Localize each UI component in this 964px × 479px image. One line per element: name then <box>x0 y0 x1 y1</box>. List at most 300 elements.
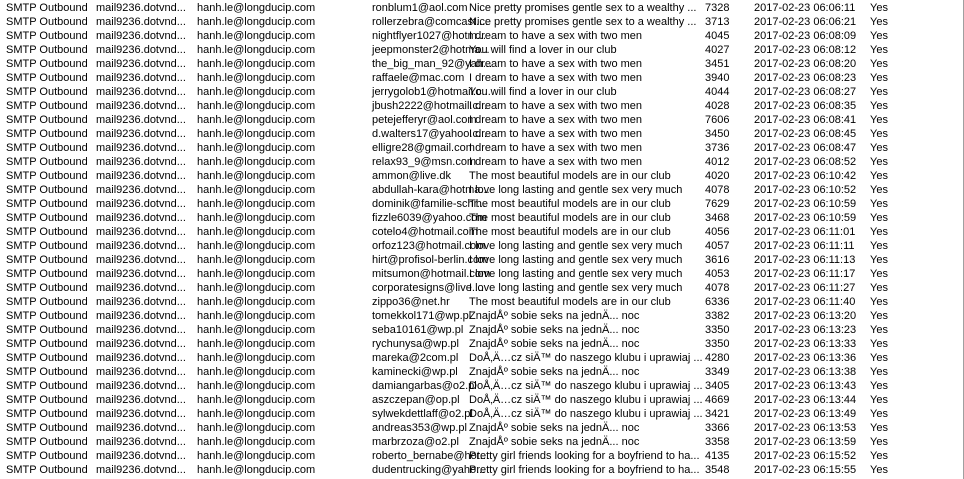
size-cell: 4053 <box>705 268 730 280</box>
table-row[interactable] <box>0 449 964 463</box>
date-cell: 2017-02-23 06:13:59 <box>754 436 857 448</box>
type-cell: SMTP Outbound <box>6 114 88 126</box>
type-cell: SMTP Outbound <box>6 16 88 28</box>
date-cell: 2017-02-23 06:08:23 <box>754 72 857 84</box>
table-row[interactable] <box>0 57 964 71</box>
table-row[interactable] <box>0 309 964 323</box>
sent-cell: Yes <box>870 184 888 196</box>
from-cell: hanh.le@longducip.com <box>197 86 316 98</box>
to-cell: elligre28@gmail.com <box>372 142 475 154</box>
size-cell: 4280 <box>705 352 730 364</box>
date-cell: 2017-02-23 06:10:52 <box>754 184 857 196</box>
type-cell: SMTP Outbound <box>6 282 88 294</box>
server-cell: mail9236.dotvnd... <box>96 184 186 196</box>
server-cell: mail9236.dotvnd... <box>96 254 186 266</box>
date-cell: 2017-02-23 06:10:59 <box>754 198 857 210</box>
type-cell: SMTP Outbound <box>6 100 88 112</box>
subject-cell: I dream to have a sex with two men <box>469 72 643 84</box>
sent-cell: Yes <box>870 436 888 448</box>
server-cell: mail9236.dotvnd... <box>96 226 186 238</box>
to-cell: d.walters17@yahoo.c... <box>372 128 488 140</box>
server-cell: mail9236.dotvnd... <box>96 100 186 112</box>
type-cell: SMTP Outbound <box>6 422 88 434</box>
date-cell: 2017-02-23 06:11:01 <box>754 226 856 238</box>
table-row[interactable] <box>0 295 964 309</box>
sent-cell: Yes <box>870 394 888 406</box>
sent-cell: Yes <box>870 408 888 420</box>
subject-cell: ZnajdÅº sobie seks na jednÄ... noc <box>469 436 640 448</box>
table-row[interactable] <box>0 29 964 43</box>
to-cell: rychunysa@wp.pl <box>372 338 459 350</box>
server-cell: mail9236.dotvnd... <box>96 450 186 462</box>
from-cell: hanh.le@longducip.com <box>197 464 316 476</box>
date-cell: 2017-02-23 06:10:59 <box>754 212 857 224</box>
server-cell: mail9236.dotvnd... <box>96 72 186 84</box>
sent-cell: Yes <box>870 86 888 98</box>
server-cell: mail9236.dotvnd... <box>96 30 186 42</box>
type-cell: SMTP Outbound <box>6 352 88 364</box>
table-row[interactable] <box>0 239 964 253</box>
server-cell: mail9236.dotvnd... <box>96 338 186 350</box>
from-cell: hanh.le@longducip.com <box>197 156 316 168</box>
server-cell: mail9236.dotvnd... <box>96 212 186 224</box>
subject-cell: I love long lasting and gentle sex very much <box>469 282 683 294</box>
sent-cell: Yes <box>870 16 888 28</box>
type-cell: SMTP Outbound <box>6 464 88 476</box>
server-cell: mail9236.dotvnd... <box>96 366 186 378</box>
to-cell: orfoz123@hotmail.com <box>372 240 486 252</box>
size-cell: 7606 <box>705 114 730 126</box>
size-cell: 3548 <box>705 464 730 476</box>
size-cell: 4020 <box>705 170 730 182</box>
size-cell: 3366 <box>705 422 730 434</box>
subject-cell: Nice pretty promises gentle sex to a wealthy ... <box>469 16 697 28</box>
subject-cell: ZnajdÅº sobie seks na jednÄ... noc <box>469 366 640 378</box>
table-row[interactable] <box>0 211 964 225</box>
type-cell: SMTP Outbound <box>6 58 88 70</box>
subject-cell: I dream to have a sex with two men <box>469 128 643 140</box>
to-cell: corporatesigns@live.... <box>372 282 485 294</box>
date-cell: 2017-02-23 06:08:45 <box>754 128 857 140</box>
table-row[interactable] <box>0 323 964 337</box>
size-cell: 3940 <box>705 72 730 84</box>
table-row[interactable] <box>0 43 964 57</box>
date-cell: 2017-02-23 06:08:20 <box>754 58 857 70</box>
server-cell: mail9236.dotvnd... <box>96 142 186 154</box>
table-row[interactable] <box>0 337 964 351</box>
sent-cell: Yes <box>870 44 888 56</box>
size-cell: 3451 <box>705 58 730 70</box>
date-cell: 2017-02-23 06:06:11 <box>754 2 856 14</box>
from-cell: hanh.le@longducip.com <box>197 394 316 406</box>
date-cell: 2017-02-23 06:06:21 <box>754 16 857 28</box>
size-cell: 3421 <box>705 408 730 420</box>
date-cell: 2017-02-23 06:13:33 <box>754 338 857 350</box>
server-cell: mail9236.dotvnd... <box>96 380 186 392</box>
from-cell: hanh.le@longducip.com <box>197 114 316 126</box>
size-cell: 3358 <box>705 436 730 448</box>
size-cell: 4044 <box>705 86 730 98</box>
sent-cell: Yes <box>870 114 888 126</box>
sent-cell: Yes <box>870 72 888 84</box>
from-cell: hanh.le@longducip.com <box>197 100 316 112</box>
type-cell: SMTP Outbound <box>6 72 88 84</box>
table-row[interactable] <box>0 435 964 449</box>
date-cell: 2017-02-23 06:10:42 <box>754 170 857 182</box>
from-cell: hanh.le@longducip.com <box>197 422 316 434</box>
to-cell: hirt@profisol-berlin.com <box>372 254 489 266</box>
date-cell: 2017-02-23 06:08:09 <box>754 30 857 42</box>
size-cell: 4057 <box>705 240 730 252</box>
size-cell: 6336 <box>705 296 730 308</box>
server-cell: mail9236.dotvnd... <box>96 86 186 98</box>
sent-cell: Yes <box>870 464 888 476</box>
to-cell: damiangarbas@o2.pl <box>372 380 477 392</box>
subject-cell: I dream to have a sex with two men <box>469 114 643 126</box>
size-cell: 7629 <box>705 198 730 210</box>
from-cell: hanh.le@longducip.com <box>197 408 316 420</box>
size-cell: 4012 <box>705 156 730 168</box>
from-cell: hanh.le@longducip.com <box>197 296 316 308</box>
subject-cell: The most beautiful models are in our club <box>469 170 671 182</box>
subject-cell: The most beautiful models are in our club <box>469 212 671 224</box>
from-cell: hanh.le@longducip.com <box>197 2 316 14</box>
server-cell: mail9236.dotvnd... <box>96 324 186 336</box>
subject-cell: I love long lasting and gentle sex very much <box>469 254 683 266</box>
from-cell: hanh.le@longducip.com <box>197 380 316 392</box>
subject-cell: DoÅ‚Ä…cz siÄ™ do naszego klubu i uprawiaj ... <box>469 394 703 406</box>
to-cell: nightflyer1027@hotm... <box>372 30 486 42</box>
from-cell: hanh.le@longducip.com <box>197 226 316 238</box>
subject-cell: Pretty girl friends looking for a boyfriend to ha... <box>469 450 700 462</box>
table-row[interactable] <box>0 407 964 421</box>
table-row[interactable] <box>0 463 964 477</box>
server-cell: mail9236.dotvnd... <box>96 128 186 140</box>
from-cell: hanh.le@longducip.com <box>197 282 316 294</box>
size-cell: 4669 <box>705 394 730 406</box>
subject-cell: I dream to have a sex with two men <box>469 30 643 42</box>
type-cell: SMTP Outbound <box>6 2 88 14</box>
server-cell: mail9236.dotvnd... <box>96 436 186 448</box>
type-cell: SMTP Outbound <box>6 380 88 392</box>
type-cell: SMTP Outbound <box>6 296 88 308</box>
server-cell: mail9236.dotvnd... <box>96 268 186 280</box>
subject-cell: DoÅ‚Ä…cz siÄ™ do naszego klubu i uprawiaj ... <box>469 352 703 364</box>
table-row[interactable] <box>0 267 964 281</box>
size-cell: 3350 <box>705 324 730 336</box>
subject-cell: I love long lasting and gentle sex very much <box>469 184 683 196</box>
sent-cell: Yes <box>870 380 888 392</box>
from-cell: hanh.le@longducip.com <box>197 450 316 462</box>
date-cell: 2017-02-23 06:08:27 <box>754 86 857 98</box>
from-cell: hanh.le@longducip.com <box>197 170 316 182</box>
date-cell: 2017-02-23 06:11:13 <box>754 254 856 266</box>
sent-cell: Yes <box>870 324 888 336</box>
sent-cell: Yes <box>870 58 888 70</box>
date-cell: 2017-02-23 06:11:27 <box>754 282 856 294</box>
to-cell: ammon@live.dk <box>372 170 452 182</box>
table-row[interactable] <box>0 169 964 183</box>
type-cell: SMTP Outbound <box>6 44 88 56</box>
table-row[interactable] <box>0 155 964 169</box>
type-cell: SMTP Outbound <box>6 310 88 322</box>
subject-cell: DoÅ‚Ä…cz siÄ™ do naszego klubu i uprawiaj ... <box>469 408 703 420</box>
to-cell: jbush2222@hotmail.c... <box>372 100 488 112</box>
from-cell: hanh.le@longducip.com <box>197 338 316 350</box>
subject-cell: You will find a lover in our club <box>469 44 617 56</box>
date-cell: 2017-02-23 06:11:40 <box>754 296 856 308</box>
to-cell: dominik@familie-schr... <box>372 198 486 210</box>
table-row[interactable] <box>0 365 964 379</box>
size-cell: 3405 <box>705 380 730 392</box>
subject-cell: I love long lasting and gentle sex very much <box>469 240 683 252</box>
table-row[interactable] <box>0 113 964 127</box>
subject-cell: I love long lasting and gentle sex very much <box>469 268 683 280</box>
to-cell: roberto_bernabe@hot... <box>372 450 489 462</box>
server-cell: mail9236.dotvnd... <box>96 240 186 252</box>
size-cell: 3713 <box>705 16 730 28</box>
sent-cell: Yes <box>870 254 888 266</box>
sent-cell: Yes <box>870 422 888 434</box>
subject-cell: ZnajdÅº sobie seks na jednÄ... noc <box>469 338 640 350</box>
subject-cell: ZnajdÅº sobie seks na jednÄ... noc <box>469 324 640 336</box>
type-cell: SMTP Outbound <box>6 394 88 406</box>
sent-cell: Yes <box>870 212 888 224</box>
date-cell: 2017-02-23 06:08:47 <box>754 142 857 154</box>
from-cell: hanh.le@longducip.com <box>197 30 316 42</box>
from-cell: hanh.le@longducip.com <box>197 254 316 266</box>
from-cell: hanh.le@longducip.com <box>197 198 316 210</box>
type-cell: SMTP Outbound <box>6 324 88 336</box>
sent-cell: Yes <box>870 296 888 308</box>
size-cell: 4028 <box>705 100 730 112</box>
server-cell: mail9236.dotvnd... <box>96 408 186 420</box>
to-cell: relax93_9@msn.com <box>372 156 477 168</box>
server-cell: mail9236.dotvnd... <box>96 310 186 322</box>
date-cell: 2017-02-23 06:13:44 <box>754 394 857 406</box>
subject-cell: The most beautiful models are in our club <box>469 226 671 238</box>
to-cell: fizzle6039@yahoo.com <box>372 212 487 224</box>
from-cell: hanh.le@longducip.com <box>197 240 316 252</box>
sent-cell: Yes <box>870 128 888 140</box>
type-cell: SMTP Outbound <box>6 128 88 140</box>
sent-cell: Yes <box>870 100 888 112</box>
subject-cell: DoÅ‚Ä…cz siÄ™ do naszego klubu i uprawiaj ... <box>469 380 703 392</box>
from-cell: hanh.le@longducip.com <box>197 16 316 28</box>
server-cell: mail9236.dotvnd... <box>96 464 186 476</box>
table-row[interactable] <box>0 71 964 85</box>
from-cell: hanh.le@longducip.com <box>197 128 316 140</box>
type-cell: SMTP Outbound <box>6 170 88 182</box>
server-cell: mail9236.dotvnd... <box>96 114 186 126</box>
type-cell: SMTP Outbound <box>6 156 88 168</box>
server-cell: mail9236.dotvnd... <box>96 422 186 434</box>
type-cell: SMTP Outbound <box>6 436 88 448</box>
date-cell: 2017-02-23 06:15:52 <box>754 450 857 462</box>
size-cell: 4056 <box>705 226 730 238</box>
to-cell: sylwekdettlaff@o2.pl <box>372 408 473 420</box>
from-cell: hanh.le@longducip.com <box>197 212 316 224</box>
table-row[interactable] <box>0 421 964 435</box>
date-cell: 2017-02-23 06:08:41 <box>754 114 857 126</box>
server-cell: mail9236.dotvnd... <box>96 282 186 294</box>
size-cell: 3616 <box>705 254 730 266</box>
to-cell: kaminecki@wp.pl <box>372 366 458 378</box>
subject-cell: I dream to have a sex with two men <box>469 156 643 168</box>
sent-cell: Yes <box>870 156 888 168</box>
type-cell: SMTP Outbound <box>6 268 88 280</box>
server-cell: mail9236.dotvnd... <box>96 16 186 28</box>
to-cell: ronblum1@aol.com <box>372 2 468 14</box>
from-cell: hanh.le@longducip.com <box>197 310 316 322</box>
subject-cell: Pretty girl friends looking for a boyfriend to ha... <box>469 464 700 476</box>
from-cell: hanh.le@longducip.com <box>197 366 316 378</box>
subject-cell: I dream to have a sex with two men <box>469 100 643 112</box>
from-cell: hanh.le@longducip.com <box>197 436 316 448</box>
from-cell: hanh.le@longducip.com <box>197 58 316 70</box>
sent-cell: Yes <box>870 366 888 378</box>
sent-cell: Yes <box>870 170 888 182</box>
type-cell: SMTP Outbound <box>6 184 88 196</box>
sent-cell: Yes <box>870 338 888 350</box>
to-cell: raffaele@mac.com <box>372 72 465 84</box>
sent-cell: Yes <box>870 282 888 294</box>
date-cell: 2017-02-23 06:08:52 <box>754 156 857 168</box>
type-cell: SMTP Outbound <box>6 226 88 238</box>
table-row[interactable] <box>0 351 964 365</box>
subject-cell: You will find a lover in our club <box>469 86 617 98</box>
to-cell: dudentrucking@yaho... <box>372 464 486 476</box>
table-row[interactable] <box>0 183 964 197</box>
type-cell: SMTP Outbound <box>6 198 88 210</box>
table-row[interactable] <box>0 197 964 211</box>
to-cell: abdullah-kara@hotma... <box>372 184 490 196</box>
server-cell: mail9236.dotvnd... <box>96 44 186 56</box>
date-cell: 2017-02-23 06:11:17 <box>754 268 856 280</box>
to-cell: cotelo4@hotmail.com <box>372 226 478 238</box>
from-cell: hanh.le@longducip.com <box>197 184 316 196</box>
table-row[interactable] <box>0 225 964 239</box>
table-row[interactable] <box>0 141 964 155</box>
sent-cell: Yes <box>870 2 888 14</box>
table-row[interactable] <box>0 15 964 29</box>
date-cell: 2017-02-23 06:13:49 <box>754 408 857 420</box>
server-cell: mail9236.dotvnd... <box>96 156 186 168</box>
sent-cell: Yes <box>870 226 888 238</box>
server-cell: mail9236.dotvnd... <box>96 58 186 70</box>
date-cell: 2017-02-23 06:13:43 <box>754 380 857 392</box>
to-cell: andreas353@wp.pl <box>372 422 467 434</box>
server-cell: mail9236.dotvnd... <box>96 198 186 210</box>
size-cell: 3349 <box>705 366 730 378</box>
subject-cell: Nice pretty promises gentle sex to a wealthy ... <box>469 2 697 14</box>
server-cell: mail9236.dotvnd... <box>96 352 186 364</box>
server-cell: mail9236.dotvnd... <box>96 2 186 14</box>
size-cell: 4078 <box>705 282 730 294</box>
size-cell: 3736 <box>705 142 730 154</box>
to-cell: jerrygolob1@hotmail.c... <box>372 86 491 98</box>
from-cell: hanh.le@longducip.com <box>197 142 316 154</box>
to-cell: mitsumon@hotmail.com <box>372 268 491 280</box>
sent-cell: Yes <box>870 30 888 42</box>
date-cell: 2017-02-23 06:13:36 <box>754 352 857 364</box>
sent-cell: Yes <box>870 240 888 252</box>
type-cell: SMTP Outbound <box>6 86 88 98</box>
subject-cell: I dream to have a sex with two men <box>469 142 643 154</box>
type-cell: SMTP Outbound <box>6 450 88 462</box>
subject-cell: The most beautiful models are in our club <box>469 198 671 210</box>
to-cell: tomekkol171@wp.pl <box>372 310 472 322</box>
sent-cell: Yes <box>870 268 888 280</box>
to-cell: rollerzebra@comcast.... <box>372 16 489 28</box>
date-cell: 2017-02-23 06:13:53 <box>754 422 857 434</box>
to-cell: seba10161@wp.pl <box>372 324 464 336</box>
type-cell: SMTP Outbound <box>6 254 88 266</box>
to-cell: petejefferyr@aol.com <box>372 114 477 126</box>
table-row[interactable] <box>0 281 964 295</box>
table-row[interactable] <box>0 379 964 393</box>
to-cell: aszczepan@op.pl <box>372 394 460 406</box>
size-cell: 3468 <box>705 212 730 224</box>
sent-cell: Yes <box>870 310 888 322</box>
type-cell: SMTP Outbound <box>6 408 88 420</box>
sent-cell: Yes <box>870 142 888 154</box>
date-cell: 2017-02-23 06:08:12 <box>754 44 857 56</box>
date-cell: 2017-02-23 06:11:11 <box>754 240 855 252</box>
subject-cell: I dream to have a sex with two men <box>469 58 643 70</box>
sent-cell: Yes <box>870 352 888 364</box>
type-cell: SMTP Outbound <box>6 338 88 350</box>
subject-cell: The most beautiful models are in our club <box>469 296 671 308</box>
type-cell: SMTP Outbound <box>6 366 88 378</box>
from-cell: hanh.le@longducip.com <box>197 72 316 84</box>
table-row[interactable] <box>0 99 964 113</box>
date-cell: 2017-02-23 06:13:38 <box>754 366 857 378</box>
table-row[interactable] <box>0 253 964 267</box>
from-cell: hanh.le@longducip.com <box>197 352 316 364</box>
size-cell: 3382 <box>705 310 730 322</box>
to-cell: mareka@2com.pl <box>372 352 459 364</box>
table-row[interactable] <box>0 127 964 141</box>
from-cell: hanh.le@longducip.com <box>197 44 316 56</box>
sent-cell: Yes <box>870 450 888 462</box>
to-cell: zippo36@net.hr <box>372 296 450 308</box>
type-cell: SMTP Outbound <box>6 30 88 42</box>
date-cell: 2017-02-23 06:15:55 <box>754 464 857 476</box>
sent-cell: Yes <box>870 198 888 210</box>
server-cell: mail9236.dotvnd... <box>96 394 186 406</box>
size-cell: 3350 <box>705 338 730 350</box>
server-cell: mail9236.dotvnd... <box>96 170 186 182</box>
size-cell: 4078 <box>705 184 730 196</box>
type-cell: SMTP Outbound <box>6 212 88 224</box>
date-cell: 2017-02-23 06:13:23 <box>754 324 857 336</box>
size-cell: 4045 <box>705 30 730 42</box>
to-cell: the_big_man_92@yah... <box>372 58 493 70</box>
table-row[interactable] <box>0 85 964 99</box>
type-cell: SMTP Outbound <box>6 142 88 154</box>
type-cell: SMTP Outbound <box>6 240 88 252</box>
date-cell: 2017-02-23 06:13:20 <box>754 310 857 322</box>
to-cell: jeepmonster2@hotma... <box>372 44 490 56</box>
date-cell: 2017-02-23 06:08:35 <box>754 100 857 112</box>
from-cell: hanh.le@longducip.com <box>197 324 316 336</box>
to-cell: marbrzoza@o2.pl <box>372 436 459 448</box>
size-cell: 7328 <box>705 2 730 14</box>
table-row[interactable] <box>0 1 964 15</box>
table-row[interactable] <box>0 393 964 407</box>
from-cell: hanh.le@longducip.com <box>197 268 316 280</box>
